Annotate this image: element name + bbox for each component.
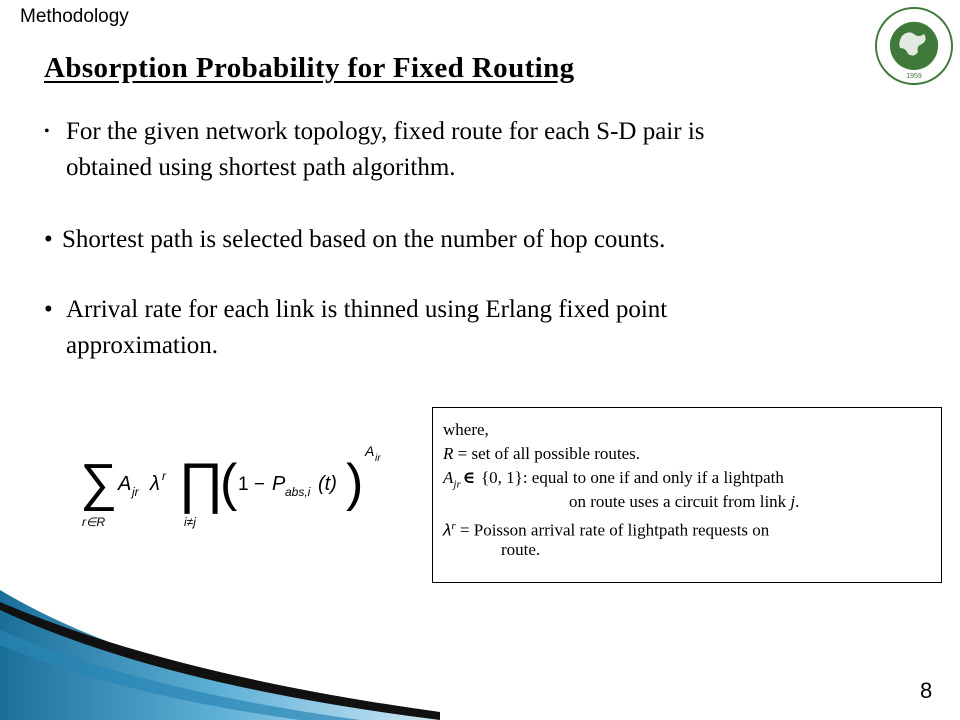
bullet-1-line-2: obtained using shortest path algorithm. [66,154,456,181]
one-minus: 1 − [238,474,265,495]
a-def-sub: jr [453,478,461,491]
p-subscript: abs,i [285,485,311,499]
a-def-end: . [795,492,800,511]
definitions-box [432,407,942,583]
a-subscript: jr [132,485,139,499]
a-definition [443,466,941,490]
bullet-2-line-1: Shortest path is selected based on the number of hop counts. [62,226,666,253]
lambda-superscript: r [162,469,166,483]
a-definition-cont [443,490,941,514]
sum-sign: ∑ [80,454,118,512]
product-sign: ∏ [178,451,225,514]
r-def-text: = set of all possible routes. [453,444,641,463]
lambda-def-text: = Poisson arrival rate of lightpath requests on [455,520,770,540]
a-def-j: j [790,492,796,511]
page-title: Absorption Probability for Fixed Routing [44,52,575,84]
lambda-def-sup: r [451,520,456,532]
a-symbol: A [118,473,132,495]
right-paren: ) [346,454,364,512]
a-def-set: {0, 1} [476,468,523,487]
bullet-marker: • [44,226,53,253]
exponent-a: A [365,443,375,459]
a-def-symbol: A [443,468,454,487]
product-subscript: i≠j [184,515,196,529]
ait-logo-icon [874,6,954,86]
bullet-1-line-1: For the given network topology, fixed route for each S-D pair is [66,118,705,145]
logo-year: 1959 [906,73,922,80]
a-def-text-2: on route uses a circuit from link [569,492,791,511]
page-number: 8 [920,678,933,703]
absorption-formula [80,430,410,540]
r-symbol: R [443,444,454,463]
lambda-definition [443,514,941,538]
sum-subscript: r∈R [82,515,106,529]
a-def-text: : equal to one if and only if a lightpath [522,468,784,487]
r-definition [443,442,941,466]
corner-decoration [0,590,440,720]
where-line: where, [443,420,489,439]
bullet-3-line-1: Arrival rate for each link is thinned using Erlang fixed point [66,296,668,323]
p-symbol: P [272,473,286,495]
t-arg: (t) [318,473,337,495]
bullet-marker: • [44,296,53,323]
exponent-sub: ir [375,453,381,464]
bullet-marker: • [44,123,50,140]
element-of-icon: ∈ [462,468,476,487]
lambda-def-symbol: λ [443,520,452,540]
bullet-3-line-2: approximation. [66,332,219,359]
left-paren: ( [220,454,238,512]
section-label: Methodology [20,6,129,27]
lambda-definition-cont: route. [501,540,541,559]
lambda-symbol: λ [150,473,160,495]
